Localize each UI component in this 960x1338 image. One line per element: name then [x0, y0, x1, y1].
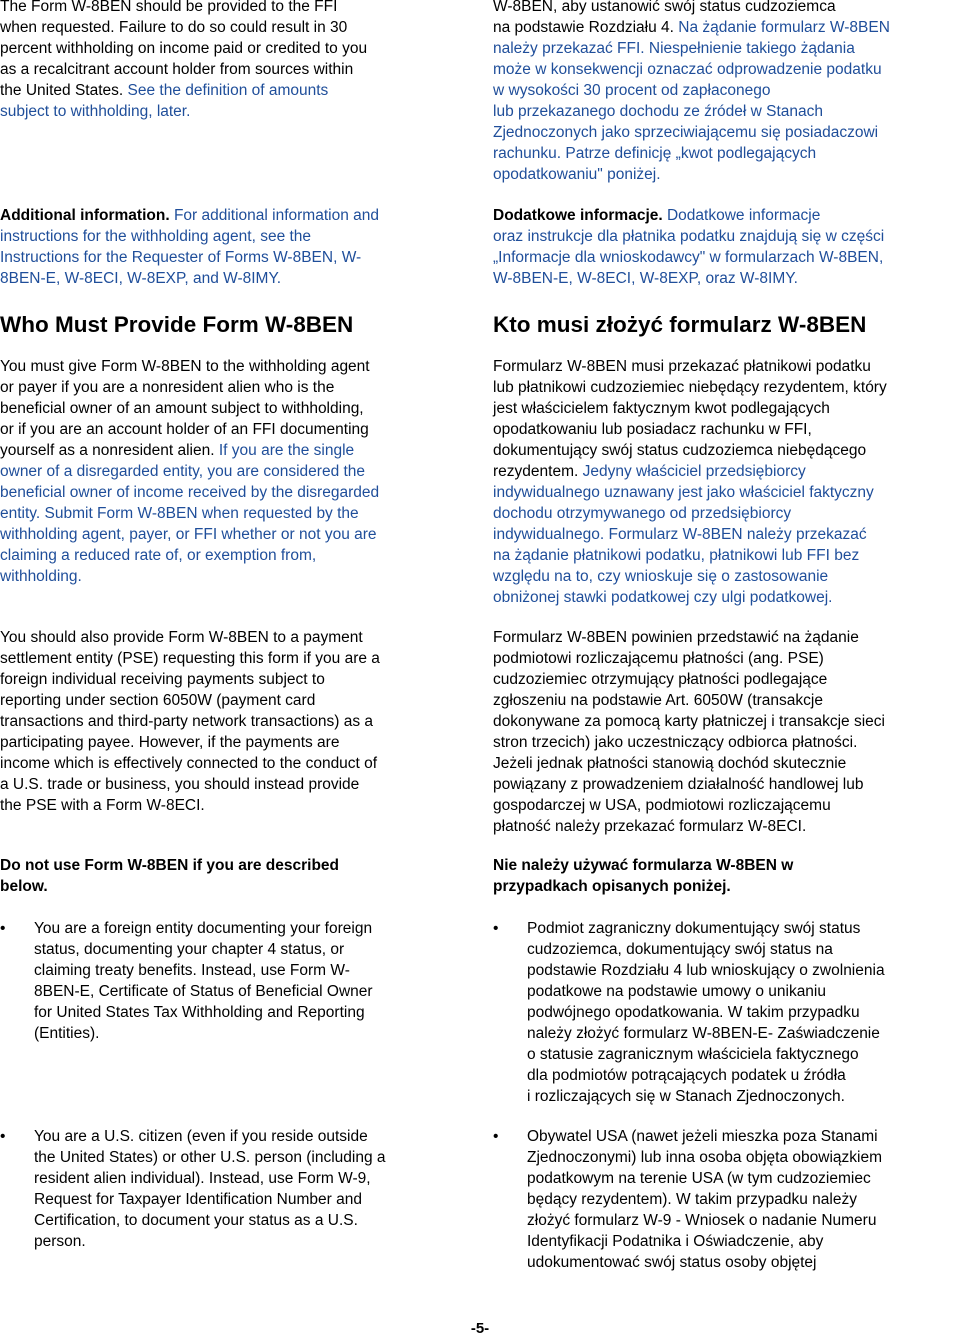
intro-text: The Form W-8BEN should be provided to the FFI when requested. Failure to do so could result in 30 percent withholding on income paid or credited to you as a recalcitrant account holder from sources within the United States. — [0, 0, 368, 99]
who-must-provide-paragraph — [0, 356, 460, 587]
who-must-provide-heading: Who Must Provide Form W-8BEN — [0, 312, 354, 337]
do-not-use-heading: Do not use Form W-8BEN if you are described below. — [0, 857, 340, 895]
who-must-provide-highlight: If you are the single owner of a disregarded entity, you are considered the beneficial owner of income received by the disregarded entity. Submit Form W-8BEN when requested by the withholding agent, payer, or FFI whether or not you are claiming a reduced rate of, or exemption from, withholding. — [0, 442, 380, 585]
additional-info-body: Dodatkowe informacje oraz instrukcje dla płatnika podatku znajdują się w części „Informacje dla wnioskodawcy" w formularzach W-8BEN, W-8BEN-E, W-8ECI, W-8EXP, oraz W-8IMY. — [493, 207, 885, 287]
intro-paragraph — [0, 0, 460, 122]
bullet-icon: • — [493, 1128, 499, 1145]
bullet-text: Podmiot zagraniczny dokumentujący swój status cudzoziemca, dokumentujący swój status na podstawie Rozdziału 4 lub wnioskujący o zwolnienia podatkowe na podstawie umowy o unikaniu podwójnego opodatkowania. W takim przypadku należy złożyć formularz W-8BEN-E- Zaświadczenie o statusie zagranicznym właściciela faktycznego dla podmiotów potrącających podatek u źródła i rozliczających się w Stanach Zjednoczonych. — [527, 920, 885, 1105]
bullet-text: Obywatel USA (nawet jeżeli mieszka poza Stanami Zjednoczonymi) lub inna osoba objęta obowiązkiem podatkowym na terenie USA (w tym cudzoziemiec będący rezydentem). W takim przypadku należy złożyć formularz W-9 - Wniosek o nadanie Numeru Identyfikacji Podatnika i Oświadczenie, aby udokumentować swój status osoby objętej — [527, 1128, 882, 1271]
who-must-provide-text: Formularz W-8BEN musi przekazać płatnikowi podatku lub płatnikowi cudzoziemiec niebędący rezydentem, który jest właścicielem faktycznym kwot podlegających opodatkowaniu lub posiadacz rachunku w FFI, dokumentujący swój status cudzoziemca niebędącego rezydentem. — [493, 358, 887, 480]
additional-info-paragraph — [0, 205, 460, 289]
page-number: -5- — [470, 1320, 490, 1337]
additional-info-body: For additional information and instructions for the withholding agent, see the Instructions for the Requester of Forms W-8BEN, W- 8BEN-E, W-8ECI, W-8EXP, and W-8IMY. — [0, 207, 380, 287]
pse-paragraph: Formularz W-8BEN powinien przedstawić na żądanie podmiotowi rozliczającemu płatności (ang. PSE) cudzoziemiec otrzymujący płatności podlegające zgłoszeniu na podstawie Art. 6050W (transakcje dokonywane za pomocą karty płatniczej i transakcje sieci stron trzecich) jako uczestniczący odbiorca płatności. Jeżeli jednak płatności stanowią dochód skutecznie powiązany z prowadzeniem działalność handlowej lub gospodarczej w USA, podmiotowi rozliczającemu płatność należy przekazać formularz W-8ECI. — [493, 629, 885, 835]
bullet-icon: • — [0, 1128, 6, 1145]
who-must-provide-highlight: Jedyny właściciel przedsiębiorcy indywidualnego uznawany jest jako właściciel faktyczny dochodu otrzymywanego od przedsiębiorcy indywidualnego. Formularz W-8BEN należy przekazać na żądanie płatnikowi podatku, płatnikowi lub FFI bez względu na to, czy wnioskuje się o zastosowanie obniżonej stawki podatkowej czy ulgi podatkowej. — [493, 463, 874, 606]
additional-info-heading: Dodatkowe informacje. — [493, 207, 667, 224]
additional-info-heading: Additional information. — [0, 207, 174, 224]
who-must-provide-text: You must give Form W-8BEN to the withholding agent or payer if you are a nonresident alien who is the beneficial owner of an amount subject to withholding, or if you are an account holder of an FFI documenting yourself as a nonresident alien. — [0, 358, 370, 459]
who-must-provide-heading: Kto musi złożyć formularz W-8BEN — [493, 312, 867, 337]
intro-text: W-8BEN, aby ustanowić swój status cudzoziemca na podstawie Rozdziału 4. — [493, 0, 836, 36]
do-not-use-heading: Nie należy używać formularza W-8BEN w przypadkach opisanych poniżej. — [493, 857, 794, 895]
bullet-text: You are a U.S. citizen (even if you reside outside the United States) or other U.S. person (including a resident alien individual). Instead, use Form W-9, Request for Taxpayer Identification Number and Certification, to document your status as a U.S. person. — [34, 1128, 386, 1250]
intro-highlight: See the definition of amounts subject to withholding, later. — [0, 82, 329, 120]
intro-highlight: Na żądanie formularz W-8BEN należy przekazać FFI. Niespełnienie takiego żądania może w konsekwencji oznaczać odprowadzenie podatku w wysokości 30 procent od zapłaconego lub przekazanego dochodu ze źródeł w Stanach Zjednoczonych jako sprzeciwiającemu się posiadaczowi rachunku. Patrze definicję „kwot podlegających opodatkowaniu" poniżej. — [493, 19, 890, 183]
additional-info-paragraph — [493, 205, 960, 289]
intro-paragraph — [493, 0, 960, 185]
bullet-text: You are a foreign entity documenting your foreign status, documenting your chapter 4 status, or claiming treaty benefits. Instead, use Form W- 8BEN-E, Certificate of Status of Beneficial Owner for United States Tax Withholding and Reporting (Entities). — [34, 920, 373, 1042]
pse-paragraph: You should also provide Form W-8BEN to a payment settlement entity (PSE) requesting this form if you are a foreign individual receiving payments subject to reporting under section 6050W (payment card transactions and third-party network transactions) as a participating payee. However, if the payments are income which is effectively connected to the conduct of a U.S. trade or business, you should instead provide the PSE with a Form W-8ECI. — [0, 629, 380, 814]
bullet-icon: • — [0, 920, 6, 937]
who-must-provide-paragraph — [493, 356, 960, 608]
bullet-icon: • — [493, 920, 499, 937]
